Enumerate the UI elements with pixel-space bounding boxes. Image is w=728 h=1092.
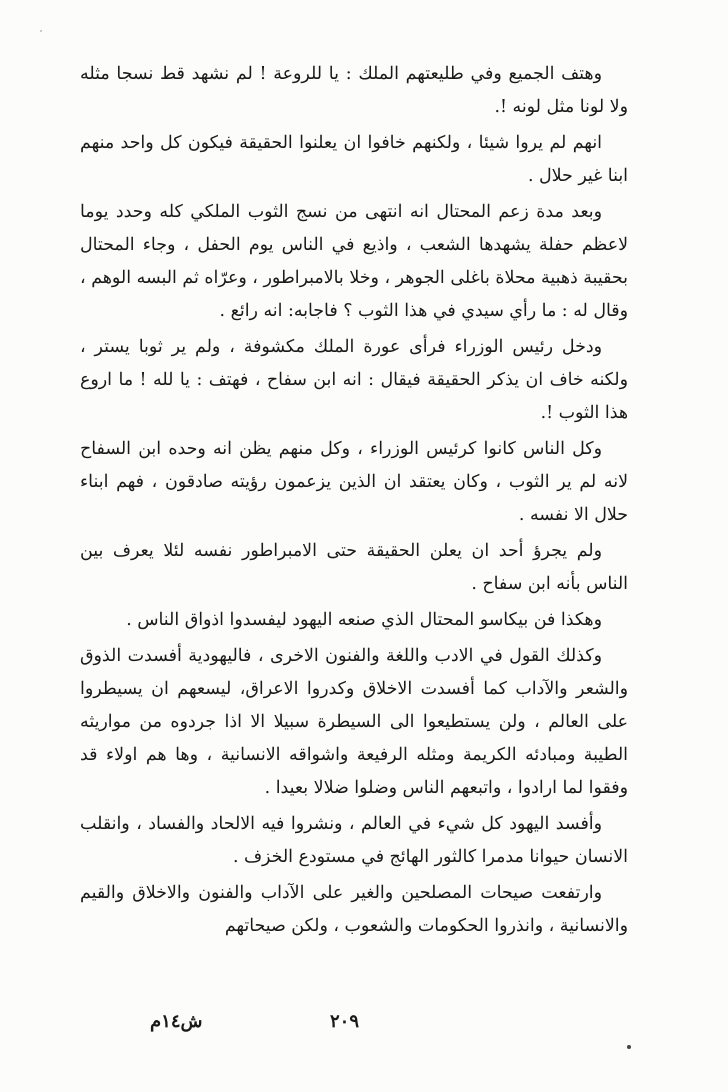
paragraph: وهتف الجميع وفي طليعتهم الملك : يا للروعة ! لم نشهد قط نسجا مثله ولا لونا مثل لونه !. [80, 64, 628, 117]
ink-speck [40, 30, 42, 32]
printer-signature: ش١٤م [150, 1011, 203, 1032]
paragraph: وكذلك القول في الادب واللغة والفنون الاخرى ، فاليهودية أفسدت الذوق والشعر والآداب كما أفسدت الاخلاق وكدروا الاعراق، ليسعهم ان يسيطروا على العالم ، ولن يستطيعوا الى السيطرة سبيلا الا اذا جردوه من مواريثه الطيبة ومبادئه الكريمة ومثله الرفيعة واشواقه الانسانية ، وها هم اولاء قد وفقوا لما ارادوا ، واتبعهم الناس وضلوا ضلالا بعيدا . [80, 646, 628, 798]
page-footer [0, 1011, 728, 1041]
paragraph: انهم لم يروا شيئا ، ولكنهم خافوا ان يعلنوا الحقيقة فيكون كل واحد منهم ابنا غير حلال . [80, 133, 628, 186]
ink-speck [627, 1045, 631, 1049]
paragraph: وهكذا فن بيكاسو المحتال الذي صنعه اليهود ليفسدوا اذواق الناس . [126, 610, 602, 630]
body-text [80, 58, 628, 946]
paragraph: ولم يجرؤ أحد ان يعلن الحقيقة حتى الامبراطور نفسه لئلا يعرف بين الناس بأنه ابن سفاح . [80, 541, 628, 594]
paragraph: ودخل رئيس الوزراء فرأى عورة الملك مكشوفة ، ولم ير ثوبا يستر ، ولكنه خاف ان يذكر الحقيقة فيقال : انه ابن سفاح ، فهتف : يا لله ! ما اروع هذا الثوب !. [80, 337, 628, 423]
paragraph: وبعد مدة زعم المحتال انه انتهى من نسج الثوب الملكي كله وحدد يوما لاعظم حفلة يشهدها الشعب ، واذيع في الناس يوم الحفل ، وجاء المحتال بحقيبة ذهبية محلاة باغلى الجوهر ، وخلا بالامبراطور ، وعرّاه ثم البسه الوهم ، وقال له : ما رأي سيدي في هذا الثوب ؟ فاجابه: انه رائع . [80, 202, 628, 321]
page-number: ٢٠٩ [330, 1011, 360, 1032]
paragraph: وارتفعت صيحات المصلحين والغير على الآداب والفنون والاخلاق والقيم والانسانية ، وانذروا الحكومات والشعوب ، ولكن صيحاتهم [80, 883, 628, 936]
paragraph: وكل الناس كانوا كرئيس الوزراء ، وكل منهم يظن انه وحده ابن السفاح لانه لم ير الثوب ، وكان يعتقد ان الذين يزعمون رؤيته صادقون ، فهم ابناء حلال الا نفسه . [80, 439, 628, 525]
paragraph: وأفسد اليهود كل شيء في العالم ، ونشروا فيه الالحاد والفساد ، وانقلب الانسان حيوانا مدمرا كالثور الهائج في مستودع الخزف . [80, 814, 628, 867]
